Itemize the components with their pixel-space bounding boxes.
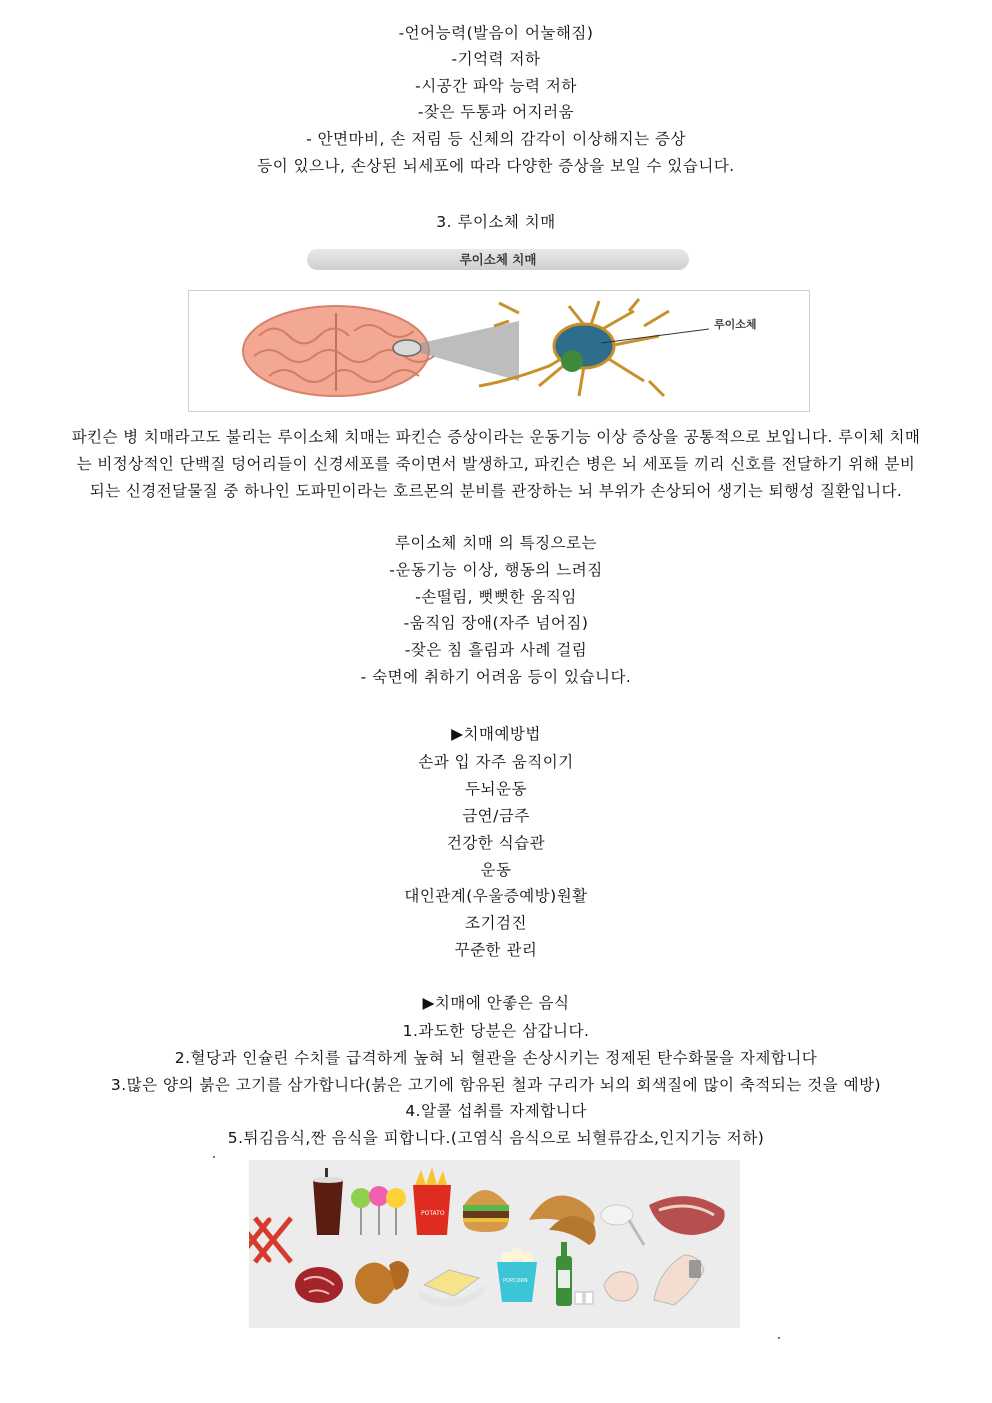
stray-dot [778,1337,780,1339]
prevention-item: 금연/금주 [462,807,530,825]
prevention-item: 조기검진 [465,914,527,932]
burger-icon [463,1190,509,1232]
lollipop-icon [351,1186,406,1235]
soju-bottle-icon [556,1242,593,1306]
section-title: 3. 루이소체 치매 [436,213,556,231]
stray-dot [213,1156,215,1158]
french-fries-icon [413,1167,451,1235]
brain-icon [243,306,434,396]
brain-neuron-graphic [189,291,809,411]
prevention-item: 운동 [480,861,512,879]
symptom-paralysis: - 안면마비, 손 저림 등 신체의 감각이 이상해지는 증상 [306,130,686,148]
symptom-headache: -잦은 두통과 어지러움 [417,103,575,121]
features-intro: 루이소체 치매 의 특징으로는 [395,534,597,552]
prevention-heading: ▶치매예방법 [451,725,541,743]
beef-steak-icon [295,1267,343,1303]
feature-item: - 숙면에 취하기 어려움 등이 있습니다. [360,668,632,686]
bad-food-item: 3.많은 양의 붉은 고기를 삼가합니다(붉은 고기에 함유된 철과 구리가 뇌의 회색질에 많이 축적되는 것을 예방) [110,1076,882,1094]
feature-item: -운동기능 이상, 행동의 느려짐 [389,561,603,579]
fried-chicken-icon [355,1261,409,1304]
rice-cup-icon [601,1205,644,1245]
popcorn-label: POPCORN [503,1278,528,1284]
feature-item: -움직임 장애(자주 넘어짐) [403,614,589,632]
figure-caption-pill: 루이소체 치매 [307,249,689,270]
symptom-spatial: -시공간 파악 능력 저하 [415,77,577,95]
food-graphic [249,1160,740,1328]
lewy-body-illustration [188,290,810,412]
prevention-item: 두뇌운동 [465,780,527,798]
salt-shaker-hand-icon [654,1255,704,1305]
bad-food-heading: ▶치매에 안좋은 음식 [422,994,570,1012]
prevention-item: 꾸준한 관리 [454,941,538,959]
feature-item: -손떨림, 뻣뻣한 움직임 [415,588,577,606]
symptom-speech: -언어능력(발음이 어눌해짐) [398,24,594,42]
bad-food-item: 2.혈당과 인슐린 수치를 급격하게 높혀 뇌 혈관을 손상시키는 정제된 탄수화물을 자제합니다 [174,1049,818,1067]
pork-meat-icon [649,1196,725,1235]
bad-food-item: 4.알콜 섭취를 자제합니다 [405,1102,587,1120]
popcorn-icon [497,1248,537,1302]
potato-label: POTATO [421,1210,445,1217]
symptom-memory: -기억력 저하 [451,50,541,68]
cola-cup-icon [312,1168,344,1235]
bad-food-item: 1.과도한 당분은 삼갑니다. [402,1022,590,1040]
bad-food-item: 5.튀김음식,짠 음식을 피합니다.(고염식 음식으로 뇌혈류감소,인지기능 저하) [227,1129,765,1147]
zoom-cone [421,321,519,381]
feature-item: -잦은 침 흘림과 사례 걸림 [404,641,588,659]
butter-icon [419,1270,484,1307]
prevention-item: 건강한 식습관 [446,834,546,852]
description-paragraph: 파킨슨 병 치매라고도 불리는 루이소체 치매는 파킨슨 증상이라는 운동기능 이상 증상을 공통적으로 보입니다. 루이체 치매는 비정상적인 단백질 덩어리들이 신경세포를 죽이면서 발생하고, 파킨슨 병은 뇌 세포들 끼리 신호를 전달하기 위해 분비되는 신경전달물질 중 하나인 도파민이라는 호르몬의 분비를 관장하는 뇌 부위가 손상되어 생기는 퇴행성 질환입니다. [71,428,921,500]
bad-food-illustration [249,1160,740,1328]
symptom-summary: 등이 있으나, 손상된 뇌세포에 따라 다양한 증상을 보일 수 있습니다. [257,157,735,175]
prevention-item: 대인관계(우울증예방)원활 [404,887,588,905]
croissant-icon [529,1196,596,1246]
cigarette-hand-icon [604,1265,638,1301]
prevention-item: 손과 입 자주 움직이기 [418,753,574,771]
lewy-body-callout: 루이소체 [714,318,757,331]
